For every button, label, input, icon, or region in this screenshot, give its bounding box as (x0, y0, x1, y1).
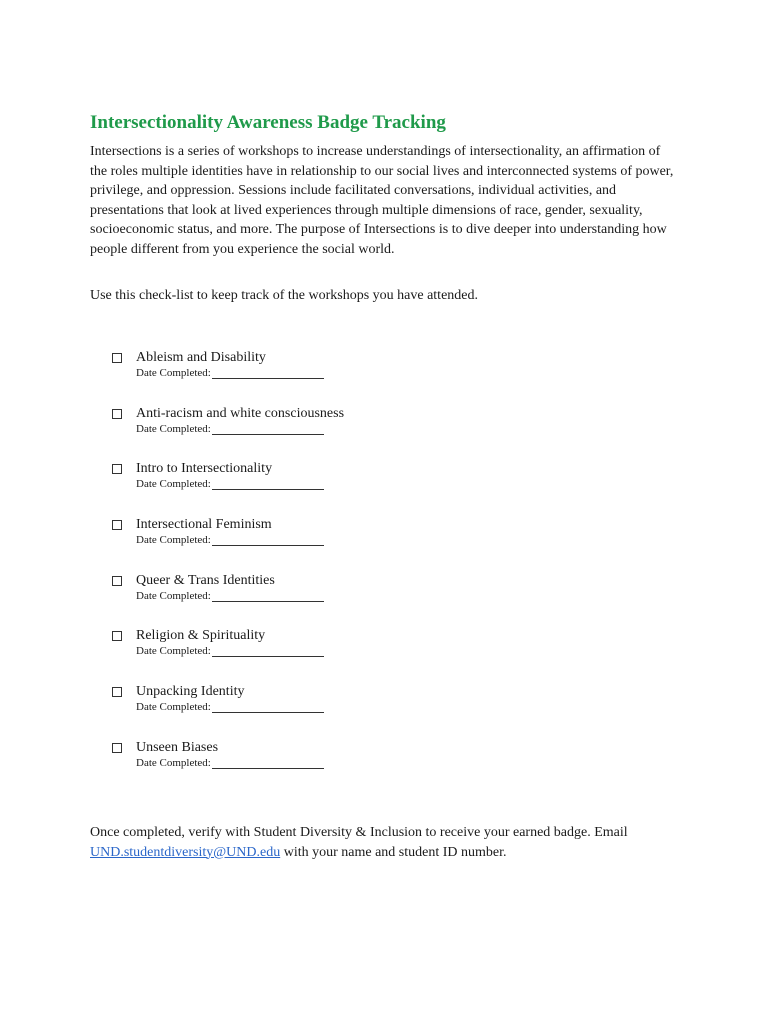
date-completed-label: Date Completed: (136, 478, 211, 490)
checkbox[interactable] (112, 687, 122, 697)
date-completed-field (136, 534, 324, 546)
workshop-label: Ableism and Disability (136, 350, 266, 365)
workshop-label: Intro to Intersectionality (136, 461, 273, 476)
checklist-item-intro-intersectionality (112, 460, 324, 490)
date-completed-field (136, 701, 324, 713)
checkbox[interactable] (112, 520, 122, 530)
document-title: Intersectionality Awareness Badge Tracking (90, 112, 446, 133)
footer-text-after: with your name and student ID number. (280, 844, 507, 860)
workshop-label: Unseen Biases (136, 740, 219, 755)
date-blank-line[interactable] (212, 757, 324, 769)
checklist-item-queer-trans (112, 572, 324, 602)
date-blank-line[interactable] (212, 534, 324, 546)
date-completed-label: Date Completed: (136, 367, 211, 379)
date-blank-line[interactable] (212, 367, 324, 379)
date-completed-label: Date Completed: (136, 645, 211, 657)
date-blank-line[interactable] (212, 423, 324, 435)
date-completed-field (136, 478, 324, 490)
footer-text-before: Once completed, verify with Student Diversity & Inclusion to receive your earned badge. Email (90, 825, 628, 840)
date-blank-line[interactable] (212, 645, 324, 657)
footer-instructions (90, 823, 690, 862)
date-completed-label: Date Completed: (136, 701, 211, 713)
instruction-text: Use this check-list to keep track of the workshops you have attended. (90, 288, 479, 303)
workshop-label: Religion & Spirituality (136, 628, 266, 643)
checkbox[interactable] (112, 743, 122, 753)
checklist-item-unpacking-identity (112, 683, 324, 713)
checklist-item-ableism (112, 349, 324, 379)
date-completed-label: Date Completed: (136, 423, 211, 435)
checklist-item-religion-spirituality (112, 627, 324, 657)
date-completed-field (136, 757, 324, 769)
checkbox[interactable] (112, 464, 122, 474)
date-blank-line[interactable] (212, 701, 324, 713)
checklist-item-unseen-biases (112, 739, 324, 769)
date-completed-field (136, 645, 324, 657)
date-completed-label: Date Completed: (136, 757, 211, 769)
intro-paragraph: Intersections is a series of workshops to increase understandings of intersectionality, an affirmation of the roles multiple identities have in relationship to our social lives and interconnected systems of power, privilege, and oppression. Sessions include facilitated conversations, individual activities, and presentations that look at lived experiences through multiple dimensions of race, gender, sexuality, socioeconomic status, and more. The purpose of Intersections is to dive deeper into understanding how people different from you experience the social world. (90, 144, 674, 257)
checkbox[interactable] (112, 409, 122, 419)
date-completed-field (136, 423, 344, 435)
checklist-item-anti-racism (112, 405, 344, 435)
email-link[interactable]: UND.studentdiversity@UND.edu (90, 844, 281, 860)
checkbox[interactable] (112, 576, 122, 586)
date-completed-label: Date Completed: (136, 534, 211, 546)
date-completed-field (136, 590, 324, 602)
workshop-label: Queer & Trans Identities (136, 573, 275, 588)
date-blank-line[interactable] (212, 478, 324, 490)
checklist-item-intersectional-feminism (112, 516, 324, 546)
date-blank-line[interactable] (212, 590, 324, 602)
checkbox[interactable] (112, 631, 122, 641)
date-completed-label: Date Completed: (136, 590, 211, 602)
workshop-label: Anti-racism and white consciousness (136, 406, 345, 421)
checkbox[interactable] (112, 353, 122, 363)
workshop-label: Intersectional Feminism (136, 517, 272, 532)
date-completed-field (136, 367, 324, 379)
workshop-label: Unpacking Identity (136, 684, 245, 699)
